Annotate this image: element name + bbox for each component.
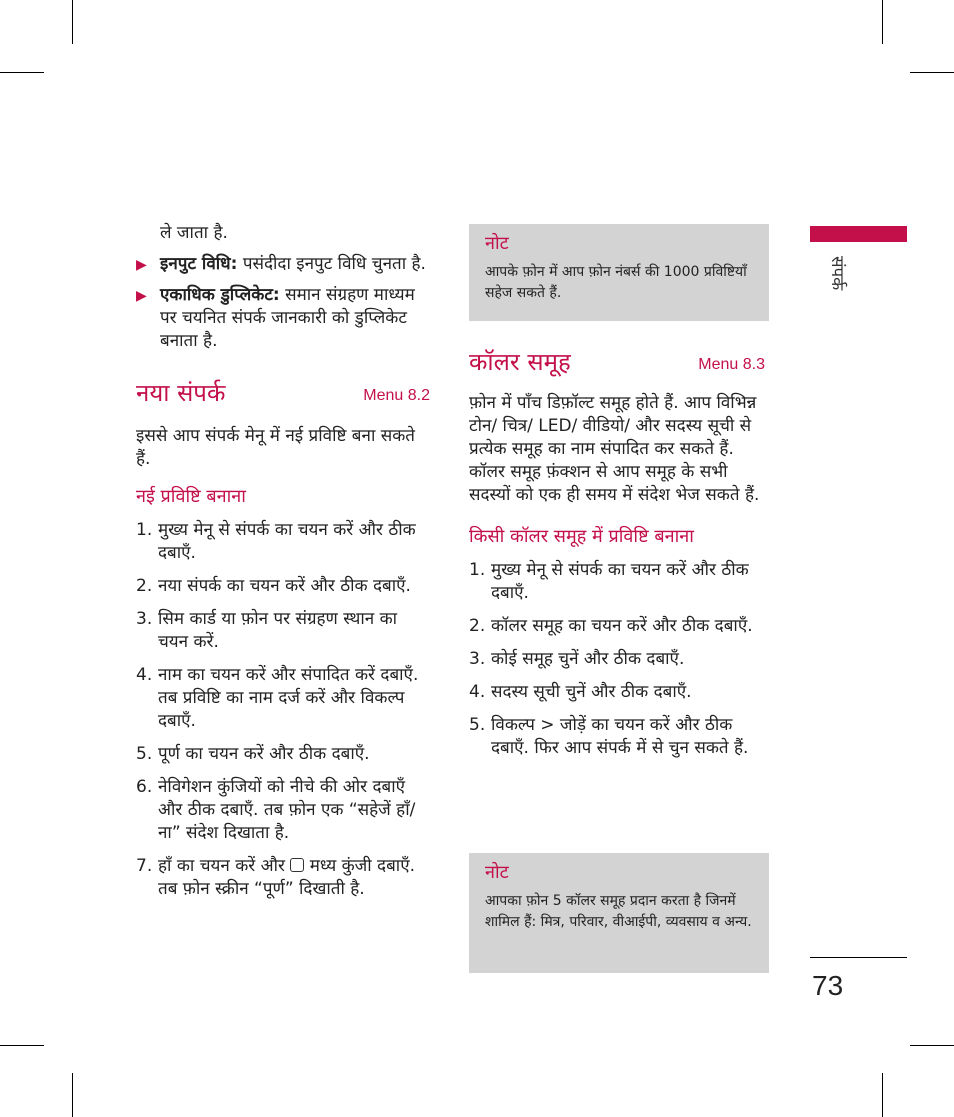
crop-mark: [72, 1073, 73, 1117]
step-text: सिम कार्ड या फ़ोन पर संग्रहण स्थान का चयन करें.: [158, 609, 398, 652]
center-key-icon: [290, 858, 304, 872]
sub-title: नई प्रविष्टि बनाना: [136, 486, 246, 507]
crop-mark: [910, 1045, 954, 1046]
step-item: [469, 648, 765, 671]
steps-list: [469, 559, 765, 760]
note-box: [469, 224, 769, 321]
section-header-new-contact: [136, 377, 430, 413]
section-intro: इससे आप संपर्क मेनू में नई प्रविष्टि बना सकते हैं.: [136, 426, 415, 469]
section-title: कॉलर समूह: [469, 348, 571, 376]
step-text: पूर्ण का चयन करें और ठीक दबाएँ.: [158, 744, 370, 764]
sub-title: किसी कॉलर समूह में प्रविष्टि बनाना: [469, 526, 694, 547]
step-number: 1.: [136, 520, 153, 540]
bullet-multiple-duplicate: [136, 284, 430, 353]
step-text: नाम का चयन करें और संपादित करें दबाएँ. तब प्रविष्टि का नाम दर्ज करें और विकल्प दबाएँ.: [158, 665, 419, 731]
step-item: [136, 855, 430, 901]
crop-mark: [72, 0, 73, 44]
step-number: 5.: [136, 744, 153, 764]
step-text: मुख्य मेनू से संपर्क का चयन करें और ठीक दबाएँ.: [491, 560, 749, 603]
note-body: आपका फ़ोन 5 कॉलर समूह प्रदान करता है जिनमें शामिल हैं: मित्र, परिवार, वीआईपी, व्यवसाय व अन्य.: [485, 893, 752, 930]
step-item: [136, 664, 430, 733]
crop-mark: [0, 1045, 44, 1046]
step-number: 4.: [469, 682, 486, 702]
step-item: [136, 743, 430, 766]
crop-mark: [910, 72, 954, 73]
crop-mark: [882, 0, 883, 44]
step-number: 5.: [469, 715, 486, 735]
step-item: [469, 559, 765, 605]
step-item: [469, 615, 765, 638]
side-tab-bar: [810, 226, 907, 242]
step-text: हाँ का चयन करें और: [158, 856, 291, 876]
step-number: 7.: [136, 856, 153, 876]
menu-reference: Menu 8.2: [363, 387, 430, 404]
continued-line: ले जाता है.: [160, 223, 228, 243]
crop-mark: [0, 72, 44, 73]
triangle-right-icon: ▶: [136, 288, 147, 304]
note-title: नोट: [485, 233, 509, 254]
step-text: सदस्य सूची चुनें और ठीक दबाएँ.: [491, 682, 692, 702]
step-text: कॉलर समूह का चयन करें और ठीक दबाएँ.: [491, 616, 753, 636]
step-item: [136, 519, 430, 565]
step-item: [136, 575, 430, 598]
bullet-term: एकाधिक डुप्लिकेट:: [160, 285, 280, 305]
right-column: [469, 346, 765, 770]
note-body: आपके फ़ोन में आप फ़ोन नंबर्स की 1000 प्रविष्टियाँ सहेज सकते हैं.: [485, 264, 747, 301]
step-text: मुख्य मेनू से संपर्क का चयन करें और ठीक दबाएँ.: [158, 520, 416, 563]
step-item: [469, 681, 765, 704]
step-number: 3.: [136, 609, 153, 629]
step-text: विकल्प > जोड़ें का चयन करें और ठीक दबाएँ. फिर आप संपर्क में से चुन सकते हैं.: [491, 715, 749, 758]
step-number: 3.: [469, 649, 486, 669]
section-header-caller-groups: [469, 346, 765, 382]
step-item: [469, 714, 765, 760]
section-intro: फ़ोन में पाँच डिफ़ॉल्ट समूह होते हैं. आप विभिन्न टोन/ चित्र/ LED/ वीडियो/ और सदस्य सूची से प्रत्येक समूह का नाम संपादित कर सकते हैं. कॉलर समूह फ़ंक्शन से आप समूह के सभी सदस्यों को एक ही समय में संदेश भेज सकते हैं.: [469, 393, 760, 505]
step-text: नेविगेशन कुंजियों को नीचे की ओर दबाएँ और ठीक दबाएँ. तब फ़ोन एक “सहेजें हाँ/ ना” संदेश दिखाता है.: [158, 777, 416, 843]
step-number: 6.: [136, 777, 153, 797]
step-text: मध्य कुंजी दबाएँ. तब फ़ोन स्क्रीन “पूर्ण” दिखाती है.: [158, 856, 416, 899]
page-number-rule: [810, 957, 907, 958]
menu-reference: Menu 8.3: [698, 356, 765, 373]
step-item: [136, 608, 430, 654]
step-number: 2.: [136, 576, 153, 596]
note-box: [469, 853, 769, 973]
step-number: 2.: [469, 616, 486, 636]
bullet-text: समान संग्रहण माध्यम पर चयनित संपर्क जानकारी को डुप्लिकेट बनाता है.: [160, 285, 415, 351]
step-number: 1.: [469, 560, 486, 580]
step-text: कोई समूह चुनें और ठीक दबाएँ.: [491, 649, 685, 669]
step-text: नया संपर्क का चयन करें और ठीक दबाएँ.: [158, 576, 411, 596]
note-title: नोट: [485, 862, 509, 883]
page-number: 73: [812, 970, 844, 1001]
step-number: 4.: [136, 665, 153, 685]
crop-mark: [882, 1073, 883, 1117]
steps-list: [136, 519, 430, 901]
bullet-input-method: [136, 253, 430, 276]
section-title: नया संपर्क: [136, 379, 226, 407]
bullet-term: इनपुट विधि:: [160, 254, 238, 274]
triangle-right-icon: ▶: [136, 257, 147, 273]
step-item: [136, 776, 430, 845]
left-column: [136, 222, 430, 911]
side-tab-label: संपर्क: [827, 256, 847, 291]
bullet-text: पसंदीदा इनपुट विधि चुनता है.: [237, 254, 426, 274]
